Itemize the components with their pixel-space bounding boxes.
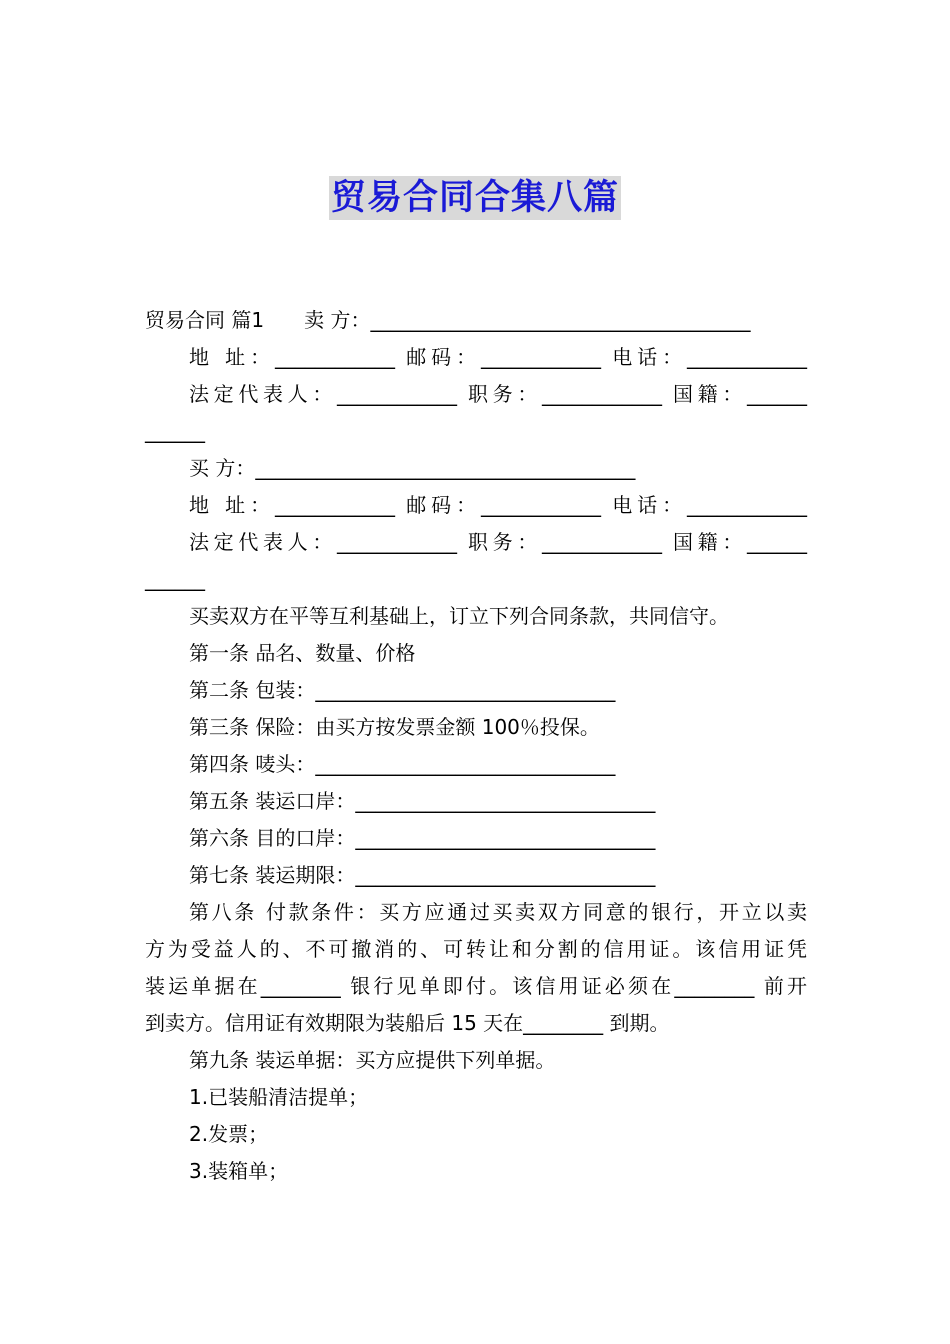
seller-representative-line: 法定代表人：____________ 职务：____________ 国籍：______ [189,382,807,406]
article-9: 第九条 装运单据：买方应提供下列单据。 [189,1048,556,1072]
document-title-wrap [0,176,950,220]
buyer-representative-line: 法定代表人：____________ 职务：____________ 国籍：______ [189,530,807,554]
article-1: 第一条 品名、数量、价格 [189,641,416,665]
article-5: 第五条 装运口岸：______________________________ [189,789,656,813]
agreement-intro: 买卖双方在平等互利基础上，订立下列合同条款，共同信守。 [189,604,729,628]
article-8-line-2: 方为受益人的、不可撤消的、可转让和分割的信用证。该信用证凭 [145,937,807,961]
contract-body [145,302,807,1190]
buyer-representative-line-cont: ______ [145,567,205,591]
article-8-line-1: 第八条 付款条件：买方应通过买卖双方同意的银行，开立以卖 [189,900,807,924]
article-6: 第六条 目的口岸：______________________________ [189,826,656,850]
document-item-2: 2.发票； [189,1122,269,1146]
buyer-address-line: 地 址：____________ 邮码：____________ 电话：____________ [189,493,807,517]
article-7: 第七条 装运期限：______________________________ [189,863,656,887]
article-3: 第三条 保险：由买方按发票金额 100％投保。 [189,715,600,739]
seller-representative-line-cont: ______ [145,419,205,443]
document-item-3: 3.装箱单； [189,1159,289,1183]
article-2: 第二条 包装：______________________________ [189,678,616,702]
seller-address-line: 地 址：____________ 邮码：____________ 电话：____________ [189,345,807,369]
document-item-1: 1.已装船清洁提单； [189,1085,369,1109]
seller-line: 贸易合同 篇1 卖 方：______________________________________ [145,308,751,332]
document-title: 贸易合同合集八篇 [330,178,619,218]
buyer-line: 买 方：______________________________________ [189,456,636,480]
article-8-line-3: 装运单据在________ 银行见单即付。该信用证必须在________ 前开 [145,974,807,998]
article-8-line-4: 到卖方。信用证有效期限为装船后 15 天在________ 到期。 [145,1011,670,1035]
article-4: 第四条 唛头：______________________________ [189,752,616,776]
